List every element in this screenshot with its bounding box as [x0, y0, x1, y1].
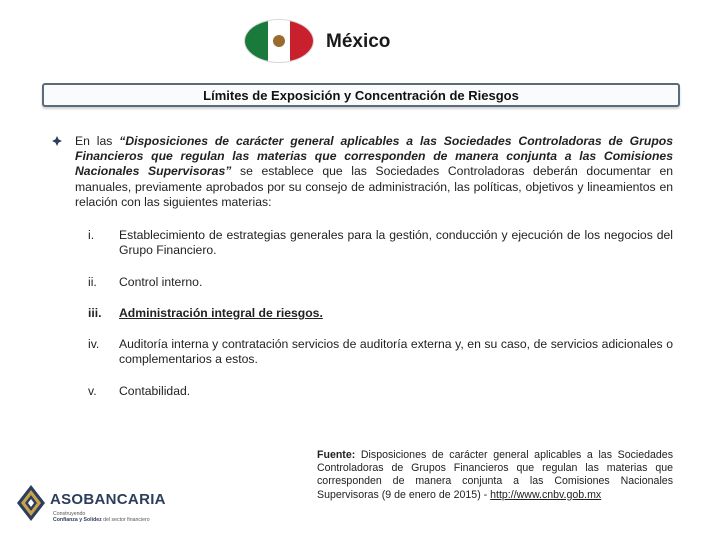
intro-emphasis: “Disposiciones de carácter general aplicables a las Sociedades Controladoras de Grupos Financieros que regulan las materias que corresponden de manera conjunta a las Comisiones Nacionales Supervisoras”: [75, 134, 673, 179]
list-item-text: Establecimiento de estrategias generales para la gestión, conducción y ejecución de los negocios del Grupo Financiero.: [119, 228, 673, 258]
list-item: [88, 228, 673, 258]
list-item-text: Control interno.: [119, 275, 203, 289]
list-item-text: Administración integral de riesgos.: [119, 306, 323, 320]
country-title: México: [326, 31, 391, 52]
section-title-bar: [42, 83, 680, 107]
intro-paragraph: [75, 134, 673, 210]
mexico-flag-icon: [245, 20, 313, 62]
source-note: [317, 449, 673, 502]
list-item-text: Auditoría interna y contratación servicios de auditoría externa y, en su caso, de servicios adicionales o complementarios a estos.: [119, 337, 673, 367]
source-text: Disposiciones de carácter general aplicables a las Sociedades Controladoras de Grupos Financieros que regulan las materias que corresponden de manera conjunta a las Comisiones Nacionales Supervisoras (9 de enero de 2015) -: [317, 449, 673, 501]
diamond-bullet-icon: [52, 136, 62, 146]
list-item: [88, 384, 673, 399]
logo-tagline-middle: Confianza y Solidez: [53, 517, 102, 524]
logo-tagline: [53, 511, 163, 524]
list-item-number: iv.: [88, 337, 100, 351]
source-label: Fuente:: [317, 449, 356, 461]
section-title: Límites de Exposición y Concentración de Riesgos: [203, 87, 519, 103]
list-item-text: Contabilidad.: [119, 384, 191, 398]
logo-tagline-suffix: del sector financiero: [103, 517, 150, 524]
list-item: [88, 275, 673, 290]
asobancaria-logo-icon: [16, 484, 46, 522]
list-item: [88, 337, 673, 367]
list-item-number: iii.: [88, 306, 102, 320]
intro-suffix: se establece que las Sociedades Controladoras deberán documentar en manuales, previamente aprobados por su consejo de administración, las políticas, objetivos y lineamientos en relación con las siguientes materias:: [75, 164, 673, 209]
logo-name: ASOBANCARIA: [50, 491, 166, 508]
list-item: [88, 306, 673, 321]
list-item-number: ii.: [88, 275, 97, 289]
logo-tagline-prefix: Construyendo: [53, 511, 86, 517]
list-item-number: v.: [88, 384, 97, 398]
source-link[interactable]: http://www.cnbv.gob.mx: [490, 488, 602, 501]
list-item-number: i.: [88, 228, 95, 242]
intro-prefix: En las: [75, 134, 120, 148]
